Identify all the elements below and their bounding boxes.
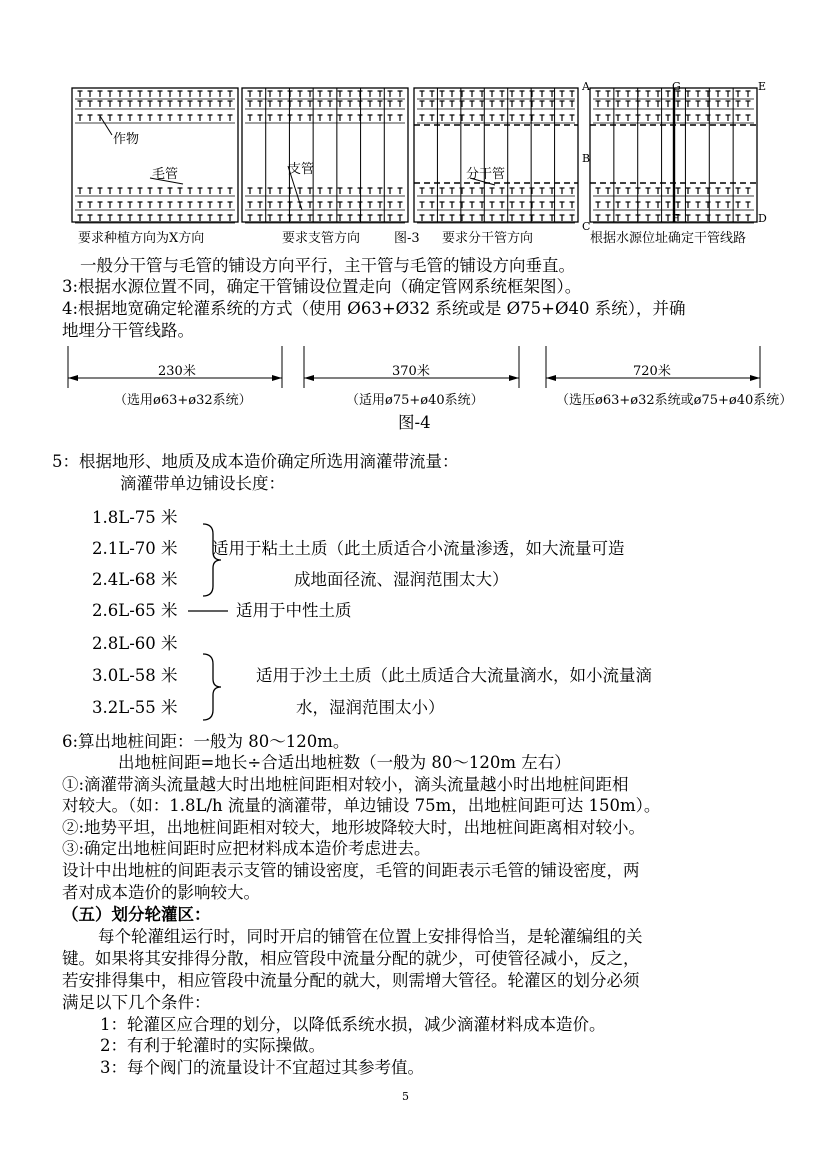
fig3-title: 图-3 [394, 231, 420, 246]
note-system-1: （选用ø63+ø32系统） [114, 393, 252, 408]
section-6-title: 6:算出地桩间距：一般为 80～120m。 [62, 732, 350, 751]
page-number: 5 [402, 1090, 409, 1103]
section-five-p1-line1: 每个轮灌组运行时，同时开启的铺管在位置上安排得恰当，是轮灌编组的关 [98, 927, 643, 946]
section-6-formula: 出地桩间距=地长÷合适出地桩数（一般为 80～120m 左右） [118, 753, 571, 772]
dim-230: 230米 [158, 364, 196, 379]
condition-2: 2：有利于轮灌时的实际操做。 [100, 1036, 325, 1055]
flow-item-3: 2.4L-68 米 [92, 570, 178, 589]
section-five-p1-line2: 键。如果将其安排得分散，相应管段中流量分配的就少，可使管径减小，反之， [62, 949, 640, 968]
fig3-caption-4: 根据水源位址确定干管线路 [590, 231, 747, 246]
para-pipe-direction: 一般分干管与毛管的铺设方向平行，主干管与毛管的铺设方向垂直。 [80, 256, 575, 275]
corner-letter-e: E [758, 80, 767, 93]
fig3-caption-2: 要求支管方向 [282, 231, 361, 246]
flow-item-4: 2.6L-65 米 [92, 601, 178, 620]
fig3-caption-3: 要求分干管方向 [442, 231, 534, 246]
corner-letter-b: B [582, 152, 591, 165]
fig4-caption: 图-4 [398, 413, 431, 432]
flow-item-2: 2.1L-70 米 [92, 539, 178, 558]
sub-main-pipe-label: 分干管 [466, 167, 506, 182]
note-system-3: （选压ø63+ø32系统或ø75+ø40系统） [556, 393, 793, 408]
neutral-soil-note: 适用于中性土质 [236, 601, 352, 620]
section-five-p1-line4: 满足以下几个条件： [62, 993, 211, 1012]
crop-label: 作物 [113, 132, 140, 147]
section-5-title: 5：根据地形、地质及成本造价确定所选用滴灌带流量： [52, 452, 459, 471]
section-6-p4-line2: 者对成本造价的影响较大。 [62, 883, 260, 902]
fig3-caption-1: 要求种植方向为X方向 [78, 231, 205, 246]
section-5-subtitle: 滴灌带单边铺设长度： [120, 474, 285, 493]
section-6-p2: ②:地势平坦，出地桩间距相对较大，地形坡降较大时，出地桩间距离相对较小。 [62, 818, 646, 837]
section-6-p4-line1: 设计中出地桩的间距表示支管的铺设密度，毛管的间距表示毛管的铺设密度，两 [62, 861, 640, 880]
section-6-p3: ③:确定出地桩间距时应把材料成本造价考虑进去。 [62, 839, 431, 858]
condition-3: 3：每个阀门的流量设计不宜超过其参考值。 [100, 1058, 424, 1077]
dim-370: 370米 [392, 364, 430, 379]
flow-item-7: 3.2L-55 米 [92, 698, 178, 717]
sand-brace [203, 654, 221, 720]
section-five-p1-line3: 若安排得集中，相应管段中流量分配的就大，则需增大管径。轮灌区的划分必须 [62, 971, 640, 990]
sandy-soil-note-1: 适用于沙土土质（此土质适合大流量滴水，如小流量滴 [256, 666, 652, 685]
corner-letter-a: A [582, 80, 590, 93]
sandy-soil-note-2: 水，湿润范围太小） [296, 698, 445, 717]
para-step-4-line2: 地埋分干管线路。 [62, 321, 194, 340]
para-step-4-line1: 4:根据地宽确定轮灌系统的方式（使用 Ø63+Ø32 系统或是 Ø75+Ø40 系统），并确 [62, 299, 686, 318]
branch-pipe-label: 支管 [288, 162, 315, 177]
flow-item-1: 1.8L-75 米 [92, 508, 178, 527]
note-system-2: （适用ø75+ø40系统） [346, 393, 484, 408]
clay-soil-note-1: 适用于粘土土质（此土质适合小流量渗透，如大流量可造 [212, 539, 625, 558]
clay-brace [203, 524, 221, 596]
clay-soil-note-2: 成地面径流、湿润范围太大） [294, 570, 509, 589]
section-five-heading: （五）划分轮灌区： [62, 905, 211, 924]
section-6-p1-line1: ①:滴灌带滴头流量越大时出地桩间距相对较小，滴头流量越小时出地桩间距相 [62, 775, 629, 794]
condition-1: 1：轮灌区应合理的划分，以降低系统水损，减少滴灌材料成本造价。 [100, 1015, 606, 1034]
para-step-3: 3:根据水源位置不同，确定干管铺设位置走向（确定管网系统框架图）。 [62, 277, 582, 296]
flow-item-5: 2.8L-60 米 [92, 634, 178, 653]
section-6-p1-line2: 对较大。（如：1.8L/h 流量的滴灌带，单边铺设 75m，出地桩间距可达 150m）。 [62, 796, 661, 815]
corner-letter-d: D [758, 212, 767, 225]
dim-720: 720米 [633, 364, 671, 379]
corner-letter-f: F [672, 212, 680, 225]
capillary-label: 毛管 [152, 167, 179, 182]
corner-letter-g: G [672, 80, 681, 93]
flow-item-6: 3.0L-58 米 [92, 666, 178, 685]
corner-letter-c: C [582, 220, 591, 233]
